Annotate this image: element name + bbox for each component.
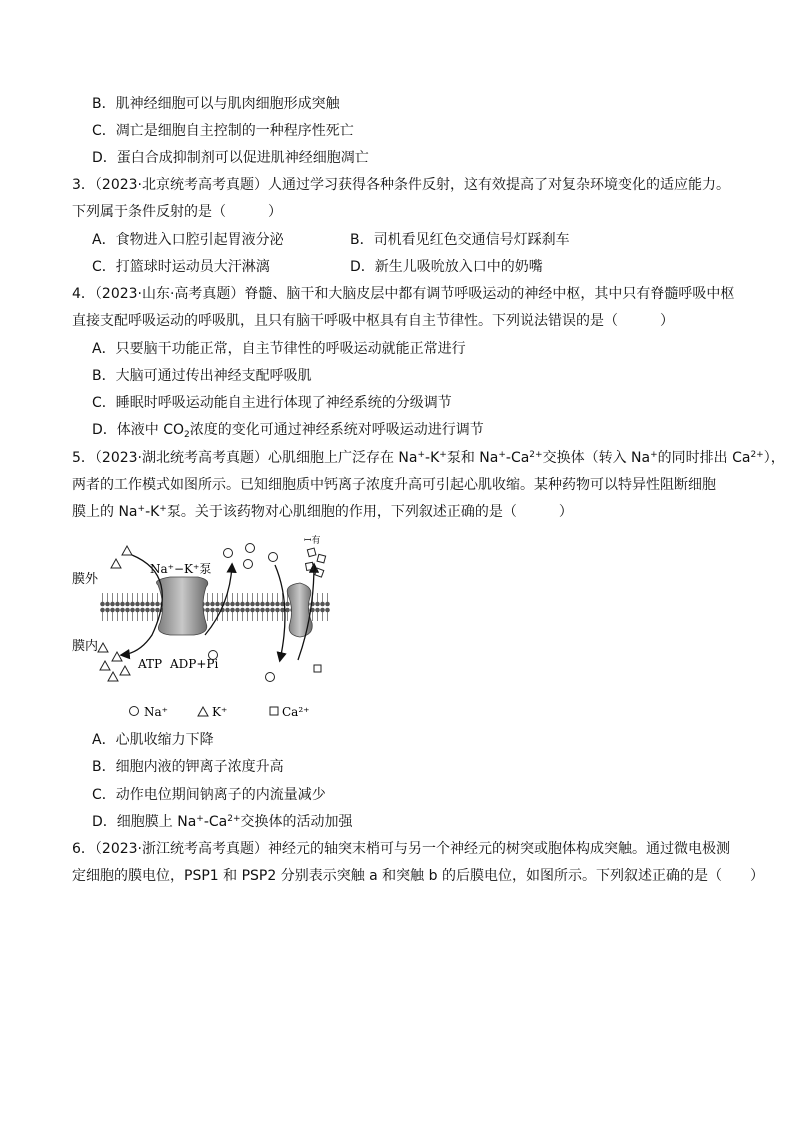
inside-label: 膜内 [72,639,99,654]
k-ion-icon [108,672,118,681]
na-ion-icon [244,560,253,569]
option-c: C．凋亡是细胞自主控制的一种程序性死亡 [92,123,354,139]
q6-stem-line1: 6．（2023·浙江统考高考真题）神经元的轴突末梢可与另一个神经元的树突或胞体构成突触。通过微电极测 [72,841,730,857]
na-ion-icon [246,544,255,553]
legend-k-label: K⁺ [212,705,228,719]
k-ion-icon [100,661,110,670]
q5-option-b: B．细胞内液的钾离子浓度升高 [92,759,284,775]
q3-option-b: B．司机看见红色交通信号灯踩刹车 [350,232,570,248]
q3-stem-line2: 下列属于条件反射的是（ ） [72,204,282,220]
q5-option-c: C．动作电位期间钠离子的内流量减少 [92,787,326,803]
q4-option-a: A．只要脑干功能正常，自主节律性的呼吸运动就能正常进行 [92,341,466,357]
pump-label: Na⁺−K⁺泵 [150,562,212,576]
q4-option-b: B．大脑可通过传出神经支配呼吸肌 [92,368,312,384]
k-ion-icon [111,559,121,568]
na-ion-icon [224,549,233,558]
option-d: D．蛋白合成抑制剂可以促进肌神经细胞凋亡 [92,150,369,166]
q4-stem-line2: 直接支配呼吸运动的呼吸肌，且只有脑干呼吸中枢具有自主节律性。下列说法错误的是（ ） [72,313,674,329]
ca-ion-icon [307,548,316,557]
q4-option-d: D．体液中 $CO_2$浓度的变化可通过神经系统对呼吸运动进行调节 [92,422,484,440]
k-ion-icon [98,643,108,652]
q5-stem-line3: 膜上的 Na+-K+泵。关于该药物对心肌细胞的作用，下列叙述正确的是（ ） [72,504,573,520]
q3-option-a: A．食物进入口腔引起胃液分泌 [92,232,284,248]
ca-ion-icon [314,665,321,672]
na-k-pump-protein [157,577,208,635]
ca-ion-icon [317,554,326,563]
na-ion-icon [269,553,278,562]
clipped-label: ꟷ有 [304,536,321,546]
ca-ion-icon [306,562,314,570]
na-ion-icon [266,673,275,682]
q4-stem-line1: 4．（2023·山东·高考真题）脊髓、脑干和大脑皮层中都有调节呼吸运动的神经中枢，其中只有脊髓呼吸中枢 [72,286,735,302]
q4-option-c: C．睡眠时呼吸运动能自主进行体现了神经系统的分级调节 [92,395,452,411]
legend-k-icon [198,707,208,716]
q3-option-c: C．打篮球时运动员大汗淋漓 [92,259,270,275]
membrane-transport-diagram [70,535,340,725]
k-ion-icon [120,666,130,675]
legend-ca-icon [270,707,278,715]
legend-na-icon [130,707,139,716]
legend-na-label: Na⁺ [144,705,168,719]
outside-label: 膜外 [72,572,99,587]
q5-option-a: A．心肌收缩力下降 [92,732,214,748]
q3-option-d: D．新生儿吸吮放入口中的奶嘴 [350,259,543,275]
legend-ca-label: Ca²⁺ [282,705,310,719]
k-ion-icon [122,546,132,555]
q5-stem-line2: 两者的工作模式如图所示。已知细胞质中钙离子浓度升高可引起心肌收缩。某种药物可以特异性阻断细胞 [72,477,716,493]
q3-stem-line1: 3．（2023·北京统考高考真题）人通过学习获得各种条件反射，这有效提高了对复杂环境变化的适应能力。 [72,177,730,193]
q5-option-d: D．细胞膜上 $Na^+-Ca^{2+}$交换体的活动加强 [92,814,353,830]
q6-stem-line2: 定细胞的膜电位，PSP1 和 PSP2 分别表示突触 a 和突触 b 的后膜电位，如图所示。下列叙述正确的是（ ） [72,868,764,884]
k-ion-icon [112,652,122,661]
atp-label: ATP [138,657,163,671]
q5-stem-line1: 5．（2023·湖北统考高考真题）心肌细胞上广泛存在 Na+-K+泵和 $Na^+-Ca^{2+}$交换体（转入 Na+的同时排出 $Ca^{2+}$）， [72,450,785,466]
ca-ion-icon [315,568,324,577]
adp-label: ADP+Pi [170,657,219,671]
option-b: B．肌神经细胞可以与肌肉细胞形成突触 [92,96,340,112]
